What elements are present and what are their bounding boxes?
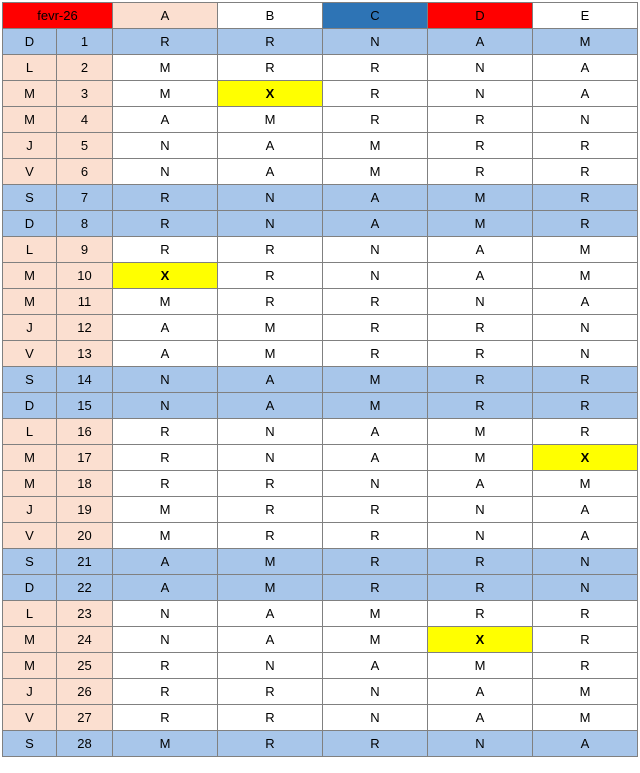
table-row xyxy=(3,81,638,107)
row-day-number: 5 xyxy=(57,133,113,159)
row-day-number: 2 xyxy=(57,55,113,81)
shift-cell[interactable]: R xyxy=(323,55,428,81)
shift-cell[interactable]: R xyxy=(323,341,428,367)
shift-cell[interactable]: A xyxy=(533,289,638,315)
column-header-d[interactable]: D xyxy=(428,3,533,29)
shift-cell[interactable]: R xyxy=(428,133,533,159)
shift-cell[interactable]: M xyxy=(533,679,638,705)
column-header-b[interactable]: B xyxy=(218,3,323,29)
table-row xyxy=(3,705,638,731)
shift-cell[interactable]: A xyxy=(428,471,533,497)
shift-cell[interactable]: R xyxy=(533,653,638,679)
table-row xyxy=(3,523,638,549)
shift-cell[interactable]: R xyxy=(218,263,323,289)
shift-cell[interactable]: M xyxy=(218,575,323,601)
table-row xyxy=(3,575,638,601)
row-day-number: 26 xyxy=(57,679,113,705)
row-weekday: M xyxy=(3,81,57,107)
shift-cell[interactable]: M xyxy=(113,497,218,523)
shift-cell[interactable]: A xyxy=(533,55,638,81)
shift-cell[interactable]: N xyxy=(428,81,533,107)
row-day-number: 23 xyxy=(57,601,113,627)
table-row xyxy=(3,237,638,263)
shift-cell[interactable]: A xyxy=(323,211,428,237)
shift-cell[interactable]: R xyxy=(113,705,218,731)
table-row xyxy=(3,211,638,237)
shift-cell[interactable]: R xyxy=(113,237,218,263)
shift-cell[interactable]: M xyxy=(113,731,218,757)
shift-cell[interactable]: R xyxy=(428,107,533,133)
shift-cell[interactable]: A xyxy=(323,419,428,445)
shift-cell[interactable]: A xyxy=(113,549,218,575)
shift-cell[interactable]: M xyxy=(218,341,323,367)
shift-cell[interactable]: A xyxy=(218,393,323,419)
shift-cell[interactable]: R xyxy=(113,445,218,471)
shift-cell[interactable]: M xyxy=(533,705,638,731)
table-row xyxy=(3,679,638,705)
table-row xyxy=(3,627,638,653)
shift-cell[interactable]: R xyxy=(113,211,218,237)
shift-cell[interactable]: M xyxy=(533,263,638,289)
shift-cell[interactable]: R xyxy=(218,731,323,757)
shift-cell[interactable]: M xyxy=(113,55,218,81)
sheet-title: fevr-26 xyxy=(3,3,113,29)
table-row xyxy=(3,601,638,627)
column-header-c[interactable]: C xyxy=(323,3,428,29)
schedule-table xyxy=(2,2,638,757)
row-weekday: D xyxy=(3,575,57,601)
row-day-number: 22 xyxy=(57,575,113,601)
shift-cell-marked[interactable]: X xyxy=(113,263,218,289)
shift-cell[interactable]: N xyxy=(533,341,638,367)
row-weekday: J xyxy=(3,497,57,523)
row-day-number: 11 xyxy=(57,289,113,315)
shift-cell[interactable]: R xyxy=(113,419,218,445)
row-weekday: M xyxy=(3,627,57,653)
shift-cell[interactable]: N xyxy=(218,211,323,237)
row-day-number: 21 xyxy=(57,549,113,575)
table-row xyxy=(3,497,638,523)
shift-cell[interactable]: R xyxy=(428,341,533,367)
shift-cell[interactable]: R xyxy=(113,471,218,497)
shift-cell[interactable]: N xyxy=(428,731,533,757)
shift-cell[interactable]: A xyxy=(428,705,533,731)
shift-cell[interactable]: N xyxy=(323,705,428,731)
shift-cell[interactable]: R xyxy=(323,575,428,601)
row-day-number: 1 xyxy=(57,29,113,55)
row-day-number: 24 xyxy=(57,627,113,653)
shift-cell[interactable]: N xyxy=(218,653,323,679)
row-weekday: M xyxy=(3,289,57,315)
shift-cell[interactable]: M xyxy=(113,289,218,315)
shift-cell[interactable]: A xyxy=(533,497,638,523)
shift-cell[interactable]: M xyxy=(323,367,428,393)
column-header-a[interactable]: A xyxy=(113,3,218,29)
row-day-number: 17 xyxy=(57,445,113,471)
shift-cell[interactable]: M xyxy=(323,601,428,627)
row-weekday: V xyxy=(3,341,57,367)
shift-cell[interactable]: M xyxy=(533,29,638,55)
shift-cell[interactable]: R xyxy=(428,549,533,575)
shift-cell[interactable]: A xyxy=(113,575,218,601)
row-weekday: M xyxy=(3,263,57,289)
shift-cell-marked[interactable]: X xyxy=(428,627,533,653)
shift-cell[interactable]: R xyxy=(113,185,218,211)
shift-cell[interactable]: R xyxy=(533,185,638,211)
row-weekday: S xyxy=(3,549,57,575)
table-row xyxy=(3,341,638,367)
shift-cell[interactable]: R xyxy=(533,601,638,627)
shift-cell[interactable]: N xyxy=(533,549,638,575)
shift-cell[interactable]: A xyxy=(323,445,428,471)
row-day-number: 25 xyxy=(57,653,113,679)
table-row xyxy=(3,445,638,471)
row-weekday: L xyxy=(3,419,57,445)
row-weekday: M xyxy=(3,445,57,471)
row-weekday: L xyxy=(3,601,57,627)
row-day-number: 10 xyxy=(57,263,113,289)
row-day-number: 20 xyxy=(57,523,113,549)
shift-cell[interactable]: A xyxy=(428,237,533,263)
shift-cell[interactable]: R xyxy=(428,159,533,185)
shift-cell[interactable]: R xyxy=(428,601,533,627)
shift-cell[interactable]: A xyxy=(533,523,638,549)
row-day-number: 8 xyxy=(57,211,113,237)
row-day-number: 13 xyxy=(57,341,113,367)
shift-cell[interactable]: A xyxy=(218,159,323,185)
shift-cell[interactable]: R xyxy=(323,549,428,575)
row-weekday: V xyxy=(3,705,57,731)
shift-cell[interactable]: N xyxy=(428,497,533,523)
shift-cell[interactable]: M xyxy=(323,133,428,159)
table-row xyxy=(3,393,638,419)
row-weekday: J xyxy=(3,315,57,341)
shift-cell[interactable]: R xyxy=(323,497,428,523)
shift-cell[interactable]: R xyxy=(218,705,323,731)
row-day-number: 14 xyxy=(57,367,113,393)
shift-cell[interactable]: A xyxy=(533,731,638,757)
row-weekday: S xyxy=(3,367,57,393)
shift-cell[interactable]: N xyxy=(323,471,428,497)
shift-cell[interactable]: R xyxy=(428,393,533,419)
row-weekday: D xyxy=(3,211,57,237)
shift-cell[interactable]: A xyxy=(428,263,533,289)
shift-cell[interactable]: N xyxy=(428,55,533,81)
shift-cell[interactable]: M xyxy=(533,237,638,263)
shift-cell[interactable]: N xyxy=(323,679,428,705)
shift-cell[interactable]: R xyxy=(323,107,428,133)
shift-cell[interactable]: R xyxy=(533,367,638,393)
shift-cell[interactable]: A xyxy=(218,601,323,627)
shift-cell[interactable]: R xyxy=(323,523,428,549)
shift-cell[interactable]: R xyxy=(533,211,638,237)
shift-cell-marked[interactable]: X xyxy=(533,445,638,471)
row-day-number: 12 xyxy=(57,315,113,341)
shift-cell[interactable]: R xyxy=(113,653,218,679)
row-weekday: L xyxy=(3,55,57,81)
row-day-number: 27 xyxy=(57,705,113,731)
shift-cell[interactable]: N xyxy=(113,133,218,159)
shift-cell[interactable]: R xyxy=(428,575,533,601)
table-row xyxy=(3,315,638,341)
table-header-row xyxy=(3,3,638,29)
shift-cell[interactable]: A xyxy=(428,679,533,705)
shift-cell[interactable]: R xyxy=(428,367,533,393)
shift-cell-marked[interactable]: X xyxy=(218,81,323,107)
table-row xyxy=(3,107,638,133)
row-day-number: 18 xyxy=(57,471,113,497)
shift-cell[interactable]: R xyxy=(533,159,638,185)
row-weekday: S xyxy=(3,731,57,757)
table-row xyxy=(3,367,638,393)
row-day-number: 15 xyxy=(57,393,113,419)
shift-cell[interactable]: A xyxy=(323,653,428,679)
shift-cell[interactable]: R xyxy=(533,627,638,653)
table-row xyxy=(3,159,638,185)
row-day-number: 28 xyxy=(57,731,113,757)
row-day-number: 16 xyxy=(57,419,113,445)
row-weekday: L xyxy=(3,237,57,263)
table-row xyxy=(3,471,638,497)
row-day-number: 3 xyxy=(57,81,113,107)
row-weekday: D xyxy=(3,29,57,55)
shift-cell[interactable]: N xyxy=(113,601,218,627)
shift-cell[interactable]: N xyxy=(533,575,638,601)
shift-cell[interactable]: R xyxy=(428,315,533,341)
shift-cell[interactable]: M xyxy=(218,107,323,133)
shift-cell[interactable]: R xyxy=(323,81,428,107)
table-row xyxy=(3,55,638,81)
shift-cell[interactable]: N xyxy=(533,107,638,133)
shift-cell[interactable]: R xyxy=(533,419,638,445)
shift-cell[interactable]: A xyxy=(218,627,323,653)
shift-cell[interactable]: A xyxy=(533,81,638,107)
shift-cell[interactable]: N xyxy=(218,445,323,471)
shift-cell[interactable]: A xyxy=(113,315,218,341)
shift-cell[interactable]: A xyxy=(428,29,533,55)
row-weekday: J xyxy=(3,133,57,159)
shift-cell[interactable]: A xyxy=(323,185,428,211)
shift-cell[interactable]: R xyxy=(113,29,218,55)
row-day-number: 4 xyxy=(57,107,113,133)
shift-cell[interactable]: R xyxy=(218,29,323,55)
table-row xyxy=(3,263,638,289)
shift-cell[interactable]: R xyxy=(218,289,323,315)
row-weekday: V xyxy=(3,159,57,185)
row-weekday: J xyxy=(3,679,57,705)
column-header-e[interactable]: E xyxy=(533,3,638,29)
shift-cell[interactable]: N xyxy=(323,263,428,289)
shift-cell[interactable]: R xyxy=(323,315,428,341)
shift-cell[interactable]: R xyxy=(113,679,218,705)
shift-cell[interactable]: M xyxy=(428,211,533,237)
row-weekday: V xyxy=(3,523,57,549)
row-day-number: 6 xyxy=(57,159,113,185)
row-weekday: M xyxy=(3,107,57,133)
shift-cell[interactable]: A xyxy=(113,341,218,367)
table-row xyxy=(3,731,638,757)
shift-cell[interactable]: M xyxy=(428,445,533,471)
shift-cell[interactable]: R xyxy=(323,289,428,315)
shift-cell[interactable]: N xyxy=(218,185,323,211)
shift-cell[interactable]: N xyxy=(533,315,638,341)
shift-cell[interactable]: R xyxy=(323,731,428,757)
shift-cell[interactable]: M xyxy=(323,393,428,419)
shift-cell[interactable]: M xyxy=(323,159,428,185)
shift-cell[interactable]: M xyxy=(113,523,218,549)
shift-cell[interactable]: R xyxy=(533,133,638,159)
shift-cell[interactable]: M xyxy=(218,549,323,575)
shift-cell[interactable]: N xyxy=(113,159,218,185)
shift-cell[interactable]: R xyxy=(218,237,323,263)
table-row xyxy=(3,185,638,211)
shift-cell[interactable]: M xyxy=(428,653,533,679)
shift-cell[interactable]: N xyxy=(428,523,533,549)
table-row xyxy=(3,133,638,159)
shift-cell[interactable]: N xyxy=(428,289,533,315)
shift-cell[interactable]: N xyxy=(323,237,428,263)
row-day-number: 7 xyxy=(57,185,113,211)
shift-cell[interactable]: R xyxy=(533,393,638,419)
shift-cell[interactable]: A xyxy=(113,107,218,133)
table-row xyxy=(3,653,638,679)
shift-cell[interactable]: R xyxy=(218,497,323,523)
shift-cell[interactable]: R xyxy=(218,55,323,81)
shift-cell[interactable]: N xyxy=(323,29,428,55)
row-day-number: 19 xyxy=(57,497,113,523)
shift-cell[interactable]: R xyxy=(218,679,323,705)
shift-cell[interactable]: M xyxy=(533,471,638,497)
table-row xyxy=(3,29,638,55)
row-weekday: D xyxy=(3,393,57,419)
shift-cell[interactable]: N xyxy=(113,393,218,419)
row-day-number: 9 xyxy=(57,237,113,263)
shift-cell[interactable]: N xyxy=(218,419,323,445)
shift-cell[interactable]: R xyxy=(218,471,323,497)
shift-cell[interactable]: N xyxy=(113,627,218,653)
table-row xyxy=(3,419,638,445)
shift-cell[interactable]: N xyxy=(113,367,218,393)
row-weekday: M xyxy=(3,653,57,679)
shift-cell[interactable]: M xyxy=(113,81,218,107)
shift-cell[interactable]: M xyxy=(428,185,533,211)
shift-cell[interactable]: M xyxy=(218,315,323,341)
shift-cell[interactable]: A xyxy=(218,133,323,159)
shift-cell[interactable]: M xyxy=(323,627,428,653)
shift-cell[interactable]: A xyxy=(218,367,323,393)
table-row xyxy=(3,289,638,315)
row-weekday: M xyxy=(3,471,57,497)
shift-cell[interactable]: R xyxy=(218,523,323,549)
table-row xyxy=(3,549,638,575)
row-weekday: S xyxy=(3,185,57,211)
shift-cell[interactable]: M xyxy=(428,419,533,445)
